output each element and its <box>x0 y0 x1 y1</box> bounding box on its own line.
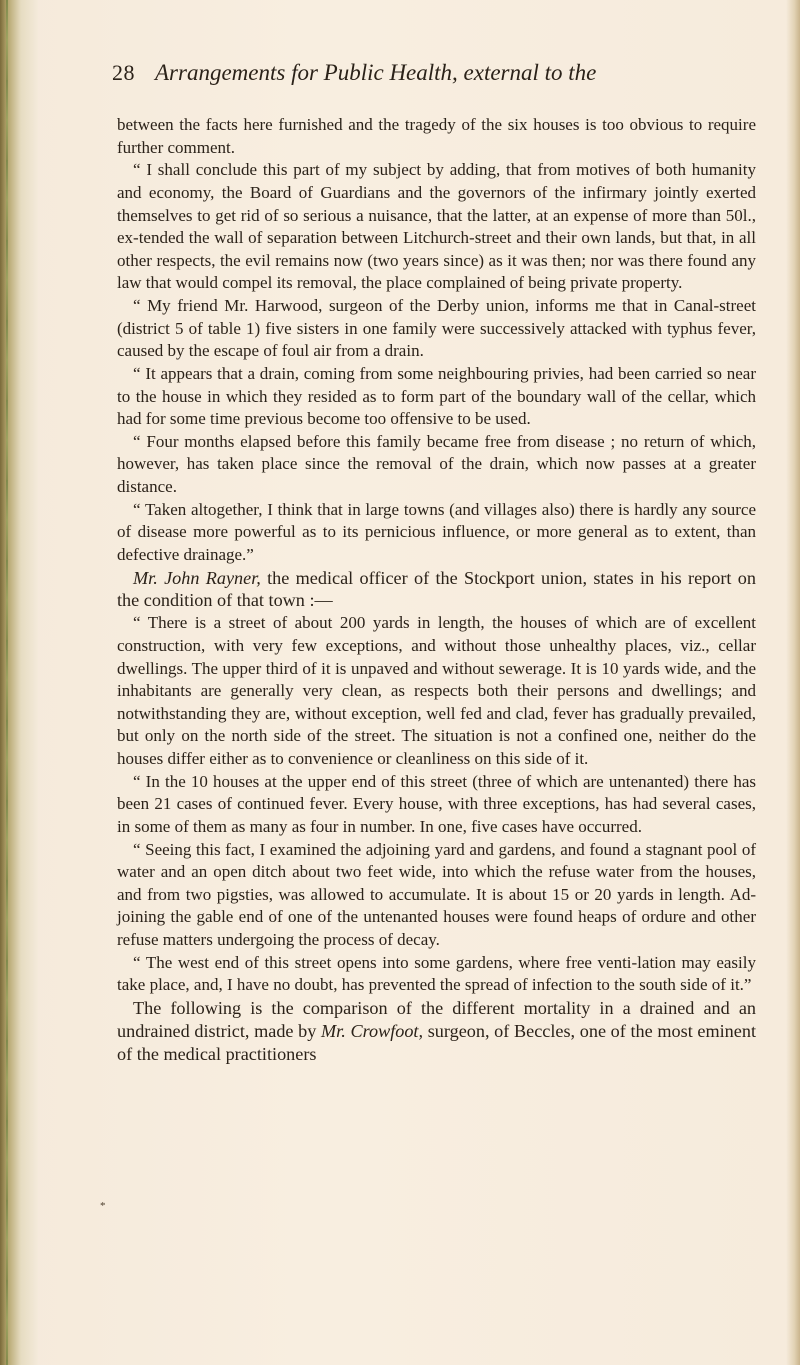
paragraph-west-end: “ The west end of this street opens into some gardens, where free venti-lation may easily take place, and, I have no doubt, has prevented the spread of infection to the south side of it.” <box>117 952 756 995</box>
paragraph-seeing-fact: “ Seeing this fact, I examined the adjoining yard and gardens, and found a stagnant pool of water and an open ditch about two feet wide, into which the refuse water from the houses, and from two pigsties, was allowed to accumulate. It is about 15 or 20 yards in length. Ad-joining the gable end of one of the untenanted houses were found heaps of ordure and other refuse matters undergoing the process of decay. <box>117 839 756 950</box>
paragraph-taken-altogether: “ Taken altogether, I think that in large towns (and villages also) there is hardly any source of disease more powerful as to its pernicious influence, or more general as to extent, than defective drainage.” <box>117 499 756 564</box>
closing-tail: surgeon, of Beccles, one of the most eminent of the medical practitioners <box>117 1020 756 1064</box>
rayner-intro-text: the medical officer of the Stockport union, states in his report on the condition of that town :— <box>117 567 756 611</box>
paragraph-closing <box>117 997 756 1066</box>
paragraph-guardians: “ I shall conclude this part of my subject by adding, that from motives of both humanity and economy, the Board of Guardians and the governors of the infirmary jointly exerted themselves to get rid of so serious a nuisance, that the latter, at an expense of more than 50l., ex-tended the wall of separation between Litchurch-street and their own lands, but that, in all other respects, the evil remains now (two years since) as it was then; nor was there found any law that would compel its removal, the place complained of being private property. <box>117 160 756 293</box>
margin-mark: * <box>100 1200 106 1212</box>
crowfoot-name: Mr. Crowfoot, <box>321 1020 424 1041</box>
paragraph-street: “ There is a street of about 200 yards in length, the houses of which are of excellent construction, with very few exceptions, and without those unhealthy places, viz., cellar dwellings. The upper third of it is unpaved and without sewerage. It is 10 yards wide, and the inhabitants are generally very clean, as respects both their persons and dwellings; and notwithstanding they are, without exception, well fed and clad, fever has gradually prevailed, but only on the north side of the street. The situation is not a confined one, neither do the houses differ either as to convenience or cleanliness on this side of it. <box>117 613 756 769</box>
paragraph-rayner-intro <box>117 567 756 613</box>
paragraph-continuation: between the facts here furnished and the tragedy of the six houses is too obvious to require further comment. <box>117 115 756 157</box>
page-number: 28 <box>112 60 135 85</box>
running-title: Arrangements for Public Health, external to the <box>155 60 597 85</box>
paragraph-drain: “ It appears that a drain, coming from some neighbouring privies, had been carried so near to the house in which they resided as to form part of the boundary wall of the cellar, which had for some time previous become too offensive to be used. <box>117 363 756 429</box>
page-header <box>112 60 732 94</box>
closing-lead: The following is the comparison of the different mortality in a drained and an undrained district, made by <box>117 997 756 1041</box>
rayner-name: Mr. John Rayner, <box>133 567 261 588</box>
body-text <box>117 114 756 1066</box>
paragraph-ten-houses: “ In the 10 houses at the upper end of this street (three of which are untenanted) there has been 21 cases of continued fever. Every house, with three exceptions, has had several cases, in some of them as many as four in number. In one, five cases have occurred. <box>117 771 756 836</box>
paragraph-four-months: “ Four months elapsed before this family became free from disease ; no return of which, however, has taken place since the removal of the drain, which now passes at a greater distance. <box>117 431 756 496</box>
paragraph-harwood: “ My friend Mr. Harwood, surgeon of the Derby union, informs me that in Canal-street (district 5 of table 1) five sisters in one family were successively attacked with typhus fever, caused by the escape of foul air from a drain. <box>117 296 756 361</box>
page-right-edge <box>786 0 800 1365</box>
page-binding-edge <box>0 0 38 1365</box>
